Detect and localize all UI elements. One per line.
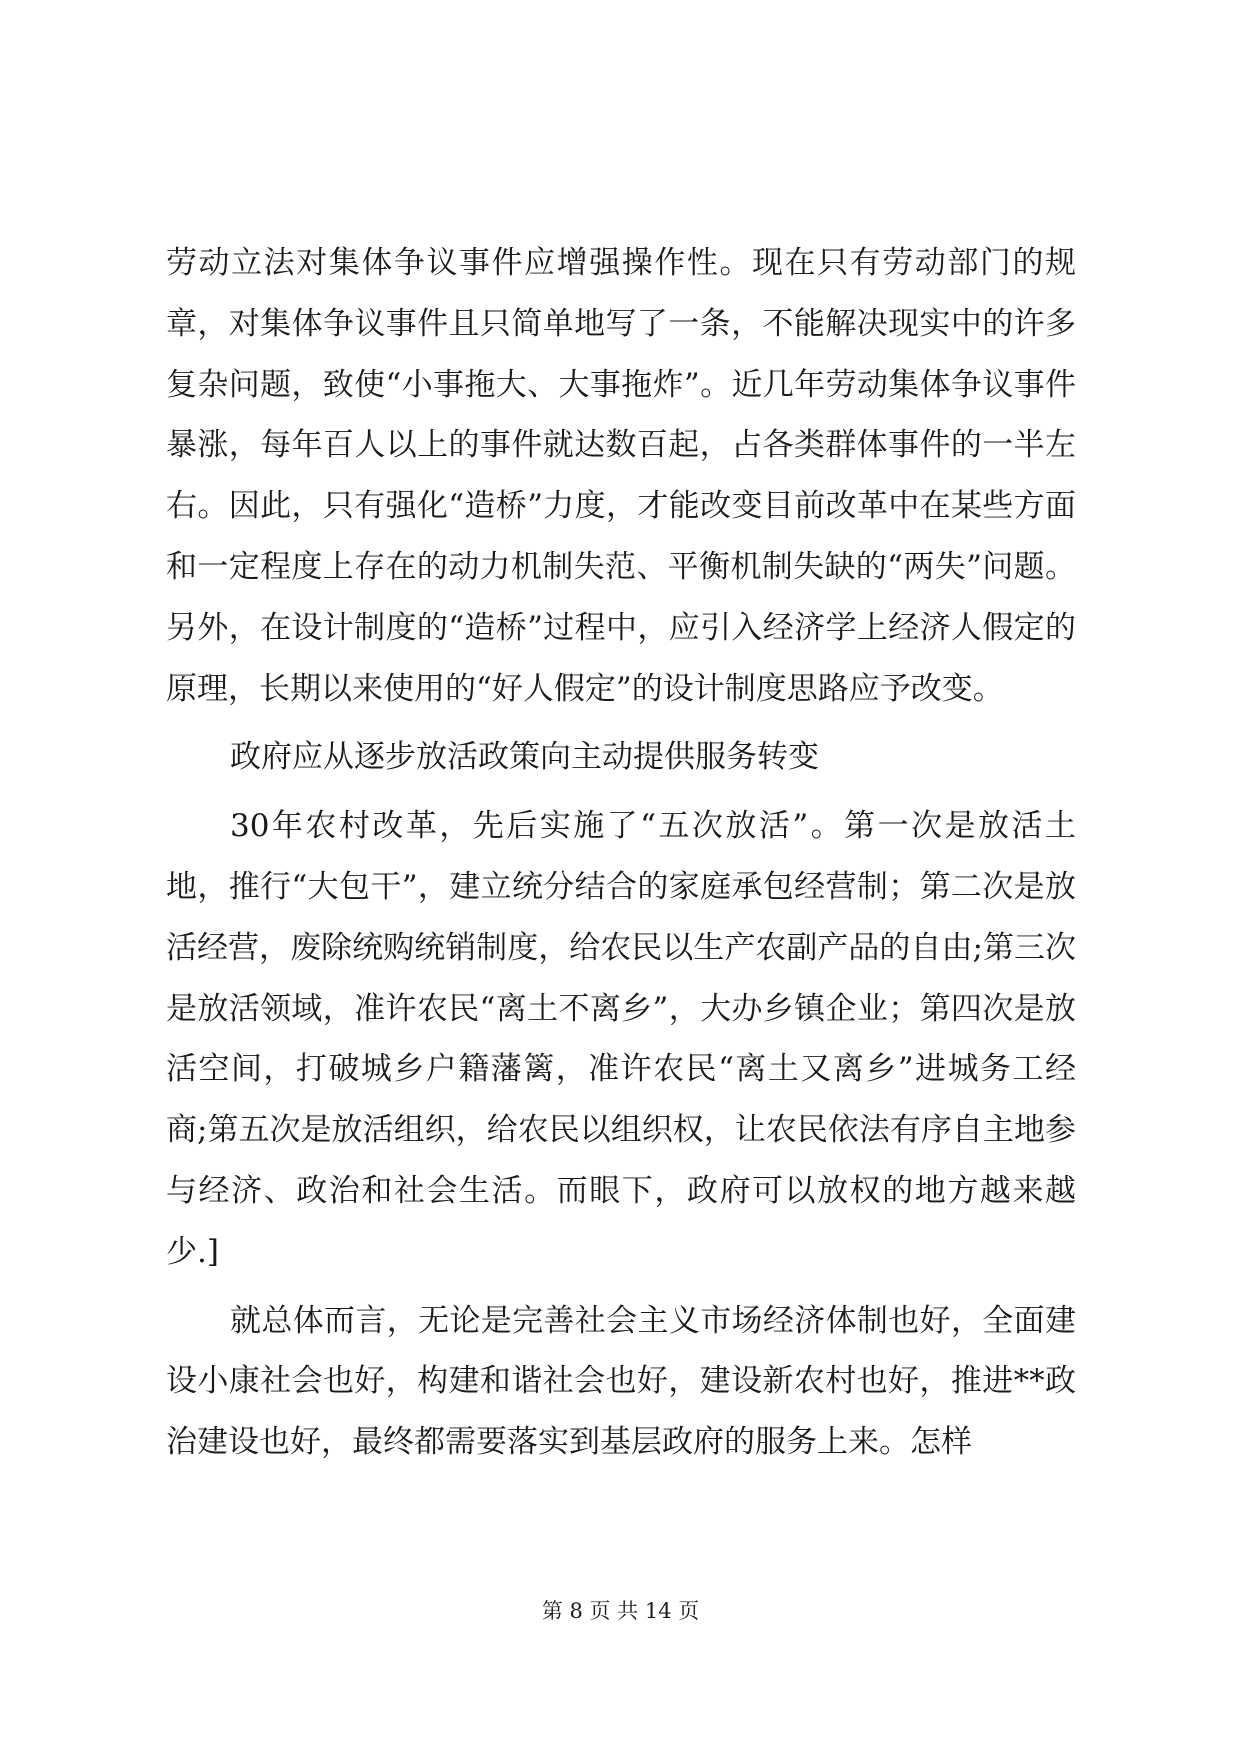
document-body <box>166 233 1076 1473</box>
paragraph-rural-reform: 30年农村改革，先后实施了“五次放活”。第一次是放活土地，推行“大包干”，建立统分结合的家庭承包经营制；第二次是放活经营，废除统购统销制度，给农民以生产农副产品的自由;第三次是放活领域，准许农民“离土不离乡”，大办乡镇企业；第四次是放活空间，打破城乡户籍藩篱，准许农民“离土又离乡”进城务工经商;第五次是放活组织，给农民以组织权，让农民依法有序自主地参与经济、政治和社会生活。而眼下，政府可以放权的地方越来越少.] <box>166 808 1076 1270</box>
paragraph-labor-legislation: 劳动立法对集体争议事件应增强操作性。现在只有劳动部门的规章，对集体争议事件且只简单地写了一条，不能解决现实中的许多复杂问题，致使“小事拖大、大事拖炸”。近几年劳动集体争议事件暴涨，每年百人以上的事件就达数百起，占各类群体事件的一半左右。因此，只有强化“造桥”力度，才能改变目前改革中在某些方面和一定程度上存在的动力机制失范、平衡机制失缺的“两失”问题。另外，在设计制度的“造桥”过程中，应引入经济学上经济人假定的原理，长期以来使用的“好人假定”的设计制度思路应予改变。 <box>166 245 1076 707</box>
paragraph-overall: 就总体而言，无论是完善社会主义市场经济体制也好，全面建设小康社会也好，构建和谐社会也好，建设新农村也好，推进**政治建设也好，最终都需要落实到基层政府的服务上来。怎样 <box>166 1302 1076 1461</box>
page-footer: 第 8 页 共 14 页 <box>541 1599 700 1623</box>
section-heading: 政府应从逐步放活政策向主动提供服务转变 <box>230 739 819 776</box>
